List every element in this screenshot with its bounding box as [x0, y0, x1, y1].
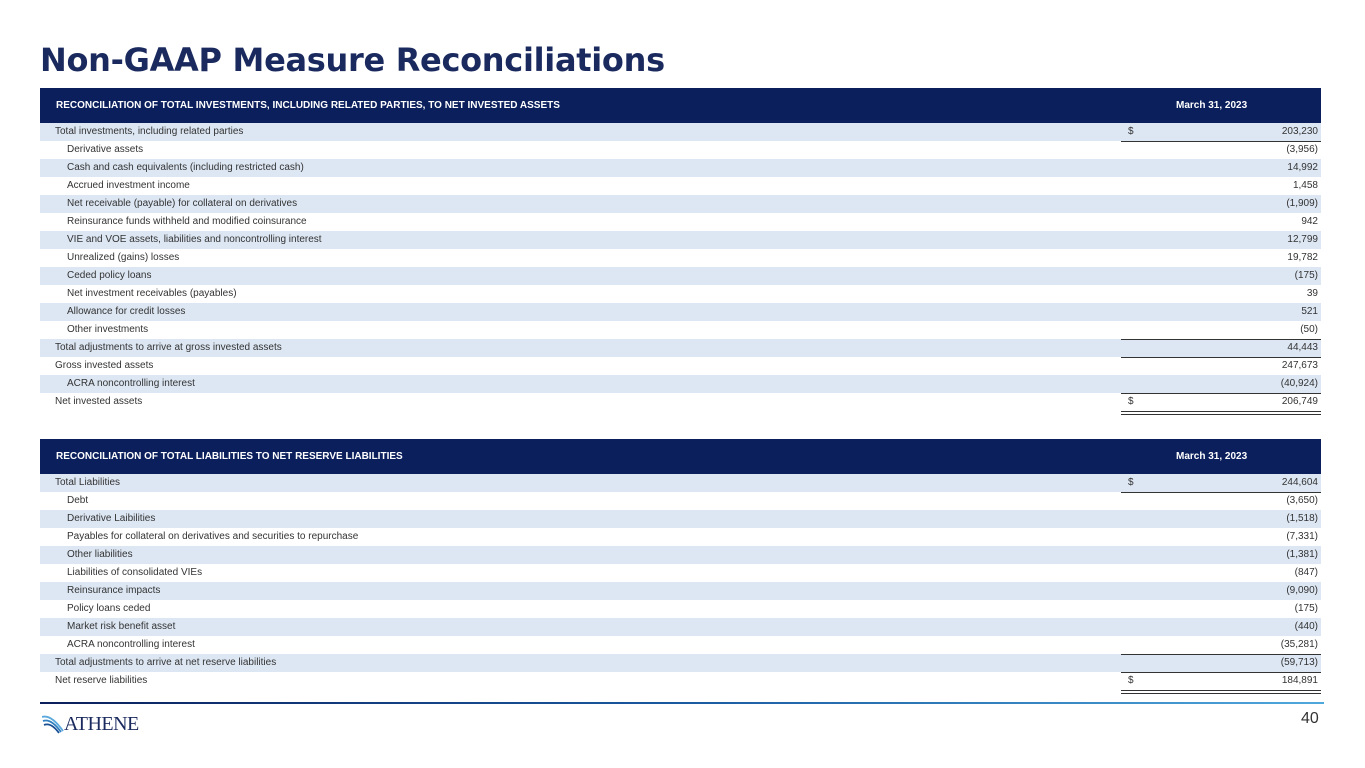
footer-divider: [40, 702, 1324, 704]
table-row: [40, 321, 1321, 339]
row-label: ACRA noncontrolling interest: [67, 639, 195, 650]
row-label: Net investment receivables (payables): [67, 288, 237, 299]
row-value: (59,713): [1280, 657, 1318, 668]
logo-text: ATHENE: [64, 713, 139, 735]
row-value: (1,909): [1286, 198, 1318, 209]
athene-wave-icon: [42, 714, 64, 734]
row-label: Derivative assets: [67, 144, 144, 155]
table-row: [40, 267, 1321, 285]
row-value: 184,891: [1281, 675, 1318, 686]
row-value: 19,782: [1287, 252, 1318, 263]
row-label: Total Liabilities: [55, 477, 121, 488]
row-value: 1,458: [1292, 180, 1318, 191]
table-row: [40, 654, 1321, 672]
table-row: [40, 141, 1321, 159]
row-value: 203,230: [1281, 126, 1318, 137]
row-value: (847): [1294, 567, 1318, 578]
investments-reconciliation-table: [40, 88, 1321, 411]
row-label: Total adjustments to arrive at net reserve liabilities: [55, 657, 277, 668]
table-row: [40, 600, 1321, 618]
row-value: 942: [1301, 216, 1318, 227]
row-label: VIE and VOE assets, liabilities and noncontrolling interest: [67, 234, 322, 245]
currency-symbol: $: [1128, 396, 1134, 407]
row-value: 206,749: [1281, 396, 1318, 407]
row-label: Other liabilities: [67, 549, 133, 560]
table-row: [40, 159, 1321, 177]
row-value: 14,992: [1287, 162, 1318, 173]
row-label: Unrealized (gains) losses: [67, 252, 180, 263]
row-value: 247,673: [1281, 360, 1318, 371]
table-row: [40, 249, 1321, 267]
table-row: [40, 285, 1321, 303]
table-row: [40, 339, 1321, 357]
row-label: Payables for collateral on derivatives and securities to repurchase: [67, 531, 359, 542]
row-label: Total adjustments to arrive at gross invested assets: [55, 342, 282, 353]
table-row: [40, 510, 1321, 528]
liabilities-reconciliation-table: [40, 439, 1321, 690]
table-row: [40, 195, 1321, 213]
row-value: 44,443: [1287, 342, 1318, 353]
row-label: Derivative Laibilities: [67, 513, 156, 524]
table-header-date: March 31, 2023: [1176, 100, 1248, 111]
row-value: (175): [1294, 603, 1318, 614]
row-value: (50): [1300, 324, 1318, 335]
row-value: (40,924): [1280, 378, 1318, 389]
row-value: (35,281): [1280, 639, 1318, 650]
row-label: Policy loans ceded: [67, 603, 151, 614]
table-row: [40, 528, 1321, 546]
row-value: 12,799: [1287, 234, 1318, 245]
table-row: [40, 672, 1321, 690]
row-label: Market risk benefit asset: [67, 621, 176, 632]
table-row: [40, 177, 1321, 195]
page-number: 40: [1301, 710, 1319, 727]
row-label: Accrued investment income: [67, 180, 190, 191]
table-row: [40, 303, 1321, 321]
table-row: [40, 564, 1321, 582]
row-label: Total investments, including related parties: [55, 126, 244, 137]
row-label: Allowance for credit losses: [67, 306, 186, 317]
row-label: Liabilities of consolidated VIEs: [67, 567, 203, 578]
currency-symbol: $: [1128, 126, 1134, 137]
row-value: (9,090): [1286, 585, 1318, 596]
page-title: Non-GAAP Measure Reconciliations: [40, 41, 665, 79]
table-row: [40, 546, 1321, 564]
row-label: Reinsurance impacts: [67, 585, 161, 596]
row-label: Debt: [67, 495, 89, 506]
row-label: Net receivable (payable) for collateral on derivatives: [67, 198, 298, 209]
row-value: 244,604: [1281, 477, 1318, 488]
row-value: (1,381): [1286, 549, 1318, 560]
table-row: [40, 123, 1321, 141]
row-value: 39: [1306, 288, 1318, 299]
currency-symbol: $: [1128, 675, 1134, 686]
row-label: Other investments: [67, 324, 149, 335]
table-row: [40, 375, 1321, 393]
row-value: (3,956): [1286, 144, 1318, 155]
table-row: [40, 393, 1321, 411]
table-header: [40, 88, 1321, 123]
row-label: Ceded policy loans: [67, 270, 152, 281]
table-header-label: RECONCILIATION OF TOTAL LIABILITIES TO NET RESERVE LIABILITIES: [56, 451, 403, 462]
row-label: Cash and cash equivalents (including restricted cash): [67, 162, 304, 173]
row-value: 521: [1301, 306, 1318, 317]
row-value: (7,331): [1286, 531, 1318, 542]
table-header-label: RECONCILIATION OF TOTAL INVESTMENTS, INCLUDING RELATED PARTIES, TO NET INVESTED ASSETS: [56, 100, 560, 111]
table-row: [40, 582, 1321, 600]
row-label: Net reserve liabilities: [55, 675, 148, 686]
row-value: (175): [1294, 270, 1318, 281]
row-label: Reinsurance funds withheld and modified coinsurance: [67, 216, 307, 227]
row-value: (1,518): [1286, 513, 1318, 524]
row-label: Gross invested assets: [55, 360, 154, 371]
row-value: (440): [1294, 621, 1318, 632]
table-row: [40, 213, 1321, 231]
table-header: [40, 439, 1321, 474]
row-value: (3,650): [1286, 495, 1318, 506]
row-label: ACRA noncontrolling interest: [67, 378, 195, 389]
table-row: [40, 618, 1321, 636]
table-row: [40, 231, 1321, 249]
table-header-date: March 31, 2023: [1176, 451, 1248, 462]
table-row: [40, 636, 1321, 654]
currency-symbol: $: [1128, 477, 1134, 488]
table-row: [40, 492, 1321, 510]
table-row: [40, 357, 1321, 375]
row-label: Net invested assets: [55, 396, 143, 407]
table-row: [40, 474, 1321, 492]
